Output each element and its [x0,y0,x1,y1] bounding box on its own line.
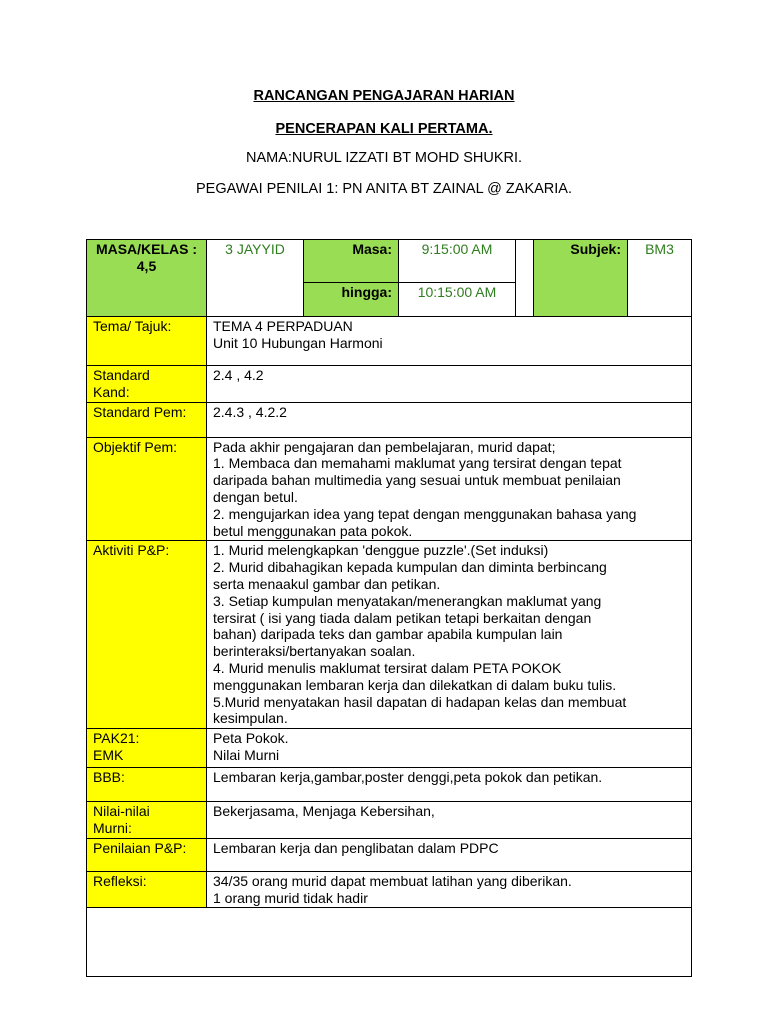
aktiviti-line: kesimpulan. [213,710,288,727]
row-standard-kand [87,366,692,403]
objektif-line: 2. mengujarkan idea yang tepat dengan menggunakan bahasa yang [213,505,637,522]
spacer-cell [516,240,534,317]
refleksi-line: 34/35 orang murid dapat membuat latihan yang diberikan. [213,872,572,889]
hingga-value: 10:15:00 AM [399,283,516,317]
document-subtitle: PENCERAPAN KALI PERTAMA. [275,121,493,137]
row-nilai [87,802,692,839]
row-penilaian [87,838,692,871]
bbb-label: BBB: [87,768,207,802]
masa-label: Masa: [304,240,399,283]
objektif-label: Objektif Pem: [87,437,207,541]
tema-value [207,317,692,366]
label-line: EMK [93,746,124,763]
tema-line: Unit 10 Hubungan Harmoni [213,334,383,351]
pak21-line: Nilai Murni [213,746,280,763]
lesson-plan-table [86,239,692,977]
objektif-line: betul menggunakan pata pokok. [213,522,413,539]
row-refleksi [87,871,692,908]
objektif-line: dengan betul. [213,488,298,505]
aktiviti-line: tersirat ( isi yang tiada dalam petikan tetapi berkaitan dengan [213,609,592,626]
aktiviti-line: berinteraksi/bertanyakan soalan. [213,643,416,660]
label-line: Nilai-nilai [93,803,150,820]
row-empty [87,908,692,977]
aktiviti-line: 5.Murid menyatakan hasil dapatan di hadapan kelas dan membuat [213,693,627,710]
aktiviti-label: Aktiviti P&P: [87,541,207,729]
label-line: Standard [93,367,150,383]
nilai-value: Bekerjasama, Menjaga Kebersihan, [207,802,692,839]
label-line: PAK21: [93,730,140,747]
aktiviti-line: 2. Murid dibahagikan kepada kumpulan dan diminta berbincang [213,559,607,576]
document-title: RANCANGAN PENGAJARAN HARIAN [253,88,515,104]
label-line: Kand: [93,383,130,400]
row-aktiviti [87,541,692,729]
aktiviti-line: 4. Murid menulis maklumat tersirat dalam PETA POKOK [213,659,562,676]
aktiviti-line: serta menaakul gambar dan petikan. [213,575,441,592]
tema-label: Tema/ Tajuk: [87,317,207,366]
row-tema [87,317,692,366]
subjek-value: BM3 [628,240,692,317]
tema-line: TEMA 4 PERPADUAN [213,318,353,334]
row-standard-pem [87,402,692,437]
penilaian-label: Penilaian P&P: [87,838,207,871]
assessor-line: PEGAWAI PENILAI 1: PN ANITA BT ZAINAL @ ZAKARIA. [196,181,572,197]
refleksi-value [207,871,692,908]
refleksi-line: 1 orang murid tidak hadir [213,889,368,906]
objektif-line: Pada akhir pengajaran dan pembelajaran, murid dapat; [213,438,556,455]
aktiviti-line: 3. Setiap kumpulan menyatakan/menerangkan maklumat yang [213,592,602,609]
standard-kand-label [87,366,207,403]
standard-pem-label: Standard Pem: [87,402,207,437]
objektif-value [207,437,692,541]
aktiviti-line: menggunakan lembaran kerja dan dilekatkan di dalam buku tulis. [213,676,617,693]
aktiviti-line: 1. Murid melengkapkan 'denggue puzzle'.(Set induksi) [213,542,549,559]
info-row-masa [87,240,692,283]
pak21-value [207,729,692,768]
pak21-label [87,729,207,768]
penilaian-value: Lembaran kerja dan penglibatan dalam PDPC [207,838,692,871]
class-value: 3 JAYYID [207,240,304,317]
row-pak21 [87,729,692,768]
row-objektif [87,437,692,541]
refleksi-label: Refleksi: [87,871,207,908]
aktiviti-value [207,541,692,729]
objektif-line: 1. Membaca dan memahami maklumat yang tersirat dengan tepat [213,455,622,472]
masa-kelas-label: MASA/KELAS : 4,5 [87,240,207,317]
nilai-label [87,802,207,839]
row-bbb [87,768,692,802]
standard-pem-value: 2.4.3 , 4.2.2 [207,402,692,437]
hingga-label: hingga: [304,283,399,317]
subjek-label: Subjek: [534,240,628,317]
teacher-name-line: NAMA:NURUL IZZATI BT MOHD SHUKRI. [245,150,523,166]
masa-value: 9:15:00 AM [399,240,516,283]
label-line: Murni: [93,819,132,836]
standard-kand-value: 2.4 , 4.2 [207,366,692,403]
bbb-value: Lembaran kerja,gambar,poster denggi,peta pokok dan petikan. [207,768,692,802]
objektif-line: daripada bahan multimedia yang sesuai untuk membuat penilaian [213,472,621,489]
empty-cell [87,908,692,977]
aktiviti-line: bahan) daripada teks dan gambar apabila kumpulan lain [213,626,563,643]
pak21-line: Peta Pokok. [213,730,289,747]
